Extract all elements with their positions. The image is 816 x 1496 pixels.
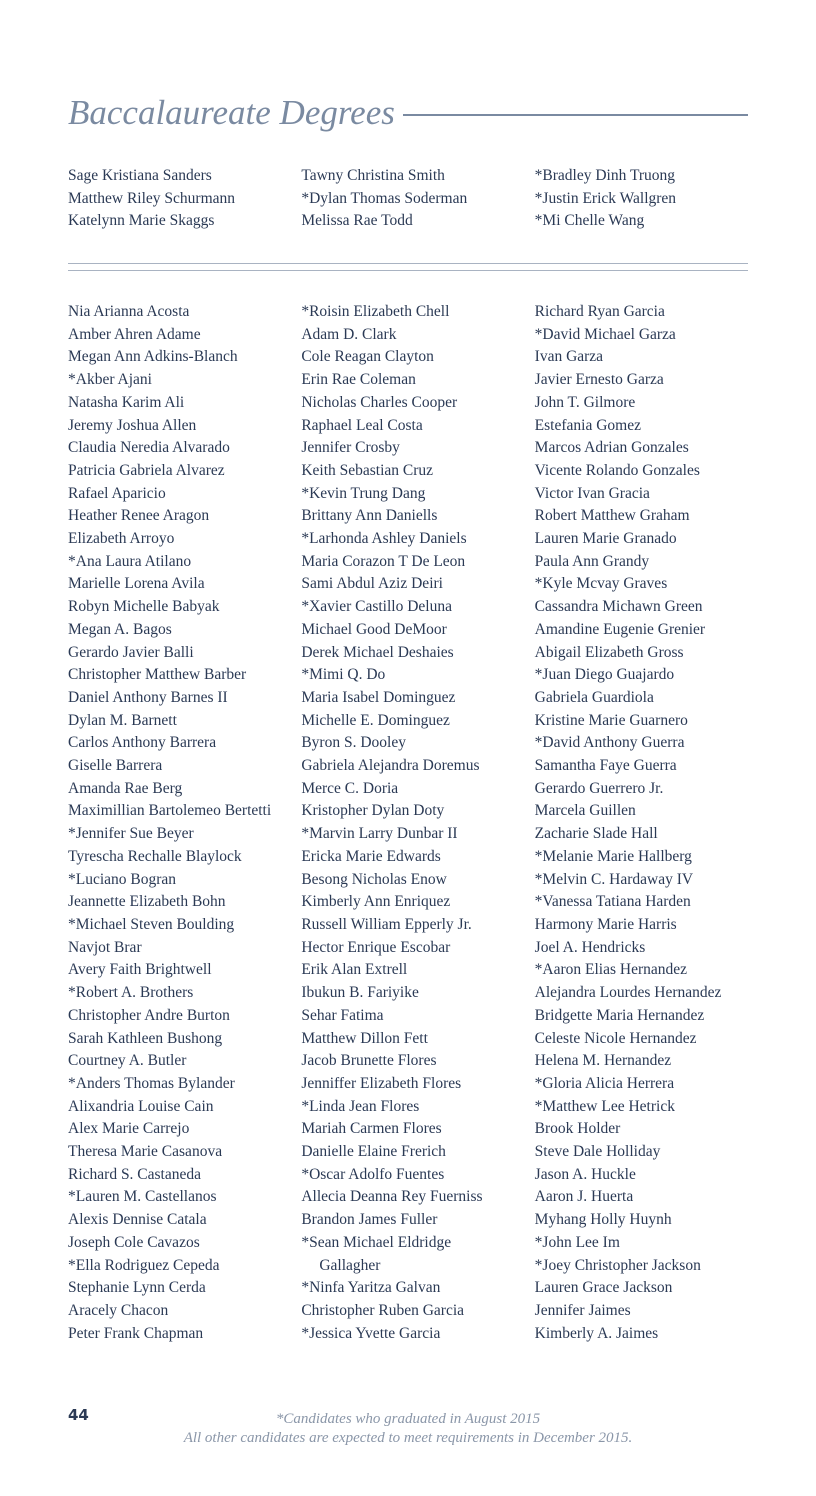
graduate-name: Adam D. Clark [301,325,397,343]
graduate-name: Brandon James Fuller [301,1211,438,1229]
graduate-name: Nicholas Charles Cooper [301,393,458,411]
graduate-name: Rafael Aparicio [68,484,166,502]
graduate-name: Courtney A. Butler [68,1052,187,1070]
graduate-name: Joseph Cole Cavazos [68,1233,200,1251]
graduate-name: Christopher Andre Burton [68,1006,230,1024]
graduate-name: Marielle Lorena Avila [68,575,205,593]
graduate-name: *Ella Rodriguez Cepeda [68,1256,220,1274]
graduate-name: *Mi Chelle Wang [534,212,645,230]
footnote-line-2: All other candidates are expected to meet requirements in December 2015. [183,1430,633,1446]
graduate-name: Ibukun B. Fariyike [301,984,419,1002]
graduate-name: *John Lee Im [534,1233,620,1251]
graduate-name: Aaron J. Huerta [534,1188,634,1206]
graduate-name: Jeannette Elizabeth Bohn [68,893,226,911]
main-column-2 [301,301,534,1345]
graduate-name: Aracely Chacon [68,1301,169,1319]
graduate-name: Christopher Matthew Barber [68,666,247,684]
graduate-name: *Juan Diego Guajardo [534,666,675,684]
graduate-name: Gallagher [319,1256,381,1274]
graduate-name: Cole Reagan Clayton [301,348,434,366]
graduate-name: Erik Alan Extrell [301,961,408,979]
graduate-name: *Sean Michael Eldridge [301,1233,452,1251]
graduate-name: Lauren Marie Granado [534,530,677,548]
graduate-name: Marcela Guillen [534,802,636,820]
graduate-name: Alexis Dennise Catala [68,1211,207,1229]
main-column-1 [68,301,301,1345]
graduate-name: Estefania Gomez [534,416,641,434]
page-number: 44 [68,1406,89,1424]
graduate-name: Maria Isabel Dominguez [301,688,456,706]
graduate-name: Brittany Ann Daniells [301,507,438,525]
graduate-name: *Anders Thomas Bylander [68,1074,235,1092]
graduate-name: *Kyle Mcvay Graves [534,575,668,593]
graduate-name: Jason A. Huckle [534,1165,636,1183]
graduate-name: *Kevin Trung Dang [301,484,426,502]
graduate-name: *Lauren M. Castellanos [68,1188,217,1206]
page-title: Baccalaureate Degrees [68,93,395,132]
graduate-name: *Matthew Lee Hetrick [534,1097,675,1115]
graduate-name: *Joey Christopher Jackson [534,1256,701,1274]
graduate-name: Richard Ryan Garcia [534,303,665,320]
graduate-name: Katelynn Marie Skaggs [68,212,215,230]
graduate-name: *Larhonda Ashley Daniels [301,530,467,548]
divider-rule-upper [68,263,748,264]
graduate-name: Richard S. Castaneda [68,1165,202,1183]
graduate-name: *Xavier Castillo Deluna [301,598,452,616]
graduate-name: Kimberly A. Jaimes [534,1324,659,1342]
graduate-name: Daniel Anthony Barnes II [68,688,228,706]
graduate-name: Byron S. Dooley [301,734,406,752]
graduate-name: Peter Frank Chapman [68,1324,204,1342]
graduate-name: Natasha Karim Ali [68,393,185,411]
footnote-line-1: *Candidates who graduated in August 2015 [275,1411,541,1427]
graduate-name: Bridgette Maria Hernandez [534,1006,705,1024]
graduate-name: Victor Ivan Gracia [534,484,650,502]
graduate-name: Patricia Gabriela Alvarez [68,461,225,479]
graduate-name: *Melanie Marie Hallberg [534,847,692,865]
graduate-name: Alejandra Lourdes Hernandez [534,984,722,1002]
graduate-name: Ivan Garza [534,348,604,366]
graduate-name: *Marvin Larry Dunbar II [301,825,458,843]
graduate-name: Merce C. Doria [301,779,399,797]
graduate-name: Steve Dale Holliday [534,1143,661,1161]
graduate-name: *Oscar Adolfo Fuentes [301,1165,445,1183]
graduate-name: Stephanie Lynn Cerda [68,1279,206,1297]
graduate-name: Russell William Epperly Jr. [301,915,472,933]
graduate-name: Ericka Marie Edwards [301,847,441,865]
graduate-name: *Justin Erick Wallgren [534,189,677,207]
graduate-name: Brook Holder [534,1120,621,1138]
graduate-name: Helena M. Hernandez [534,1052,672,1070]
graduate-name: Vicente Rolando Gonzales [534,461,700,479]
graduate-name: Kristine Marie Guarnero [534,711,688,729]
graduate-name: Harmony Marie Harris [534,915,677,933]
graduate-name: Nia Arianna Acosta [68,303,190,320]
graduate-name: Megan A. Bagos [68,620,172,638]
graduate-name: Maximillian Bartolemeo Bertetti [68,802,272,820]
graduate-name: Joel A. Hendricks [534,938,646,956]
graduate-name: Mariah Carmen Flores [301,1120,442,1138]
graduate-name: Danielle Elaine Frerich [301,1143,446,1161]
graduate-name: Megan Ann Adkins-Blanch [68,348,238,366]
graduate-name: Kimberly Ann Enriquez [301,893,451,911]
graduate-name: Myhang Holly Huynh [534,1211,672,1229]
graduate-name: Gerardo Javier Balli [68,643,194,661]
graduate-name: Marcos Adrian Gonzales [534,439,689,457]
graduate-name: Maria Corazon T De Leon [301,552,466,570]
graduate-name: Avery Faith Brightwell [68,961,212,979]
title-row [68,80,748,130]
graduate-name: *Ninfa Yaritza Galvan [301,1279,441,1297]
top-column-2 [301,165,534,233]
graduate-name: *Roisin Elizabeth Chell [301,303,450,320]
graduate-name: *Aaron Elias Hernandez [534,961,688,979]
graduate-name: Jennifer Jaimes [534,1301,631,1319]
divider-rule-lower [68,270,748,271]
graduate-name: Tyrescha Rechalle Blaylock [68,847,242,865]
graduate-name: Celeste Nicole Hernandez [534,1029,697,1047]
graduate-name: Kristopher Dylan Doty [301,802,445,820]
main-column-3 [535,301,768,1345]
graduate-name: *David Michael Garza [534,325,676,343]
graduate-name: Robyn Michelle Babyak [68,598,220,616]
top-name-list [68,165,768,233]
graduate-name: Zacharie Slade Hall [534,825,658,843]
graduate-name: *David Anthony Guerra [534,734,685,752]
graduate-name: Sage Kristiana Sanders [68,167,212,184]
graduate-name: Carlos Anthony Barrera [68,734,217,752]
graduate-name: Lauren Grace Jackson [534,1279,673,1297]
graduate-name: *Melvin C. Hardaway IV [534,870,694,888]
graduate-name: *Gloria Alicia Herrera [534,1074,675,1092]
graduate-name: *Vanessa Tatiana Harden [534,893,691,911]
graduate-name: *Jennifer Sue Beyer [68,825,194,843]
graduate-name: Besong Nicholas Enow [301,870,447,888]
graduate-name: Abigail Elizabeth Gross [534,643,684,661]
main-name-list [68,301,768,1345]
graduate-name: Michael Good DeMoor [301,620,447,638]
top-column-3 [535,165,768,233]
graduate-name: Claudia Neredia Alvarado [68,439,230,457]
graduate-name: Melissa Rae Todd [301,212,413,230]
graduate-name: Amber Ahren Adame [68,325,201,343]
graduate-name: Elizabeth Arroyo [68,530,175,548]
graduate-name: Dylan M. Barnett [68,711,177,729]
graduate-name: Keith Sebastian Cruz [301,461,434,479]
graduate-name: *Akber Ajani [68,371,152,389]
graduate-name: Robert Matthew Graham [534,507,690,525]
graduate-name: Tawny Christina Smith [301,167,445,184]
graduate-name: *Linda Jean Flores [301,1097,420,1115]
graduate-name: Jennifer Crosby [301,439,400,457]
graduate-name: Paula Ann Grandy [534,552,650,570]
graduate-name: Matthew Riley Schurmann [68,189,236,207]
graduate-name: *Ana Laura Atilano [68,552,192,570]
graduate-name: *Dylan Thomas Soderman [301,189,468,207]
graduate-name: Theresa Marie Casanova [68,1143,223,1161]
graduate-name: *Bradley Dinh Truong [534,167,676,184]
graduate-name: Matthew Dillon Fett [301,1029,428,1047]
graduate-name: Gabriela Alejandra Doremus [301,757,480,775]
graduate-name: Amanda Rae Berg [68,779,183,797]
graduate-name: Michelle E. Dominguez [301,711,450,729]
graduate-name: Samantha Faye Guerra [534,757,677,775]
graduate-name: Jenniffer Elizabeth Flores [301,1074,462,1092]
graduate-name: Sarah Kathleen Bushong [68,1029,223,1047]
graduate-name: Derek Michael Deshaies [301,643,454,661]
graduate-name: Gabriela Guardiola [534,688,654,706]
graduate-name: Allecia Deanna Rey Fuerniss [301,1188,483,1206]
graduate-name: Sami Abdul Aziz Deiri [301,575,443,593]
graduate-name: *Robert A. Brothers [68,984,194,1002]
graduate-name: Amandine Eugenie Grenier [534,620,706,638]
graduate-name: Hector Enrique Escobar [301,938,451,956]
graduate-name: *Luciano Bogran [68,870,177,888]
graduate-name: Cassandra Michawn Green [534,598,703,616]
title-rule [403,114,748,116]
graduate-name: Heather Renee Aragon [68,507,210,525]
graduate-name: *Michael Steven Boulding [68,915,235,933]
graduate-name: Giselle Barrera [68,757,163,775]
graduate-name: *Mimi Q. Do [301,666,386,684]
graduate-name: Raphael Leal Costa [301,416,423,434]
graduate-name: Navjot Brar [68,938,142,956]
graduate-name: Jacob Brunette Flores [301,1052,437,1070]
graduate-name: Erin Rae Coleman [301,371,416,389]
graduate-name: Gerardo Guerrero Jr. [534,779,664,797]
graduate-name: *Jessica Yvette Garcia [301,1324,441,1342]
graduate-name: Jeremy Joshua Allen [68,416,197,434]
graduate-name: Christopher Ruben Garcia [301,1301,465,1319]
graduate-name: John T. Gilmore [534,393,636,411]
graduate-name: Alex Marie Carrejo [68,1120,190,1138]
graduate-name: Javier Ernesto Garza [534,371,664,389]
top-column-1 [68,165,301,233]
footnote [100,1410,716,1448]
graduate-name: Sehar Fatima [301,1006,384,1024]
graduate-name: Alixandria Louise Cain [68,1097,214,1115]
